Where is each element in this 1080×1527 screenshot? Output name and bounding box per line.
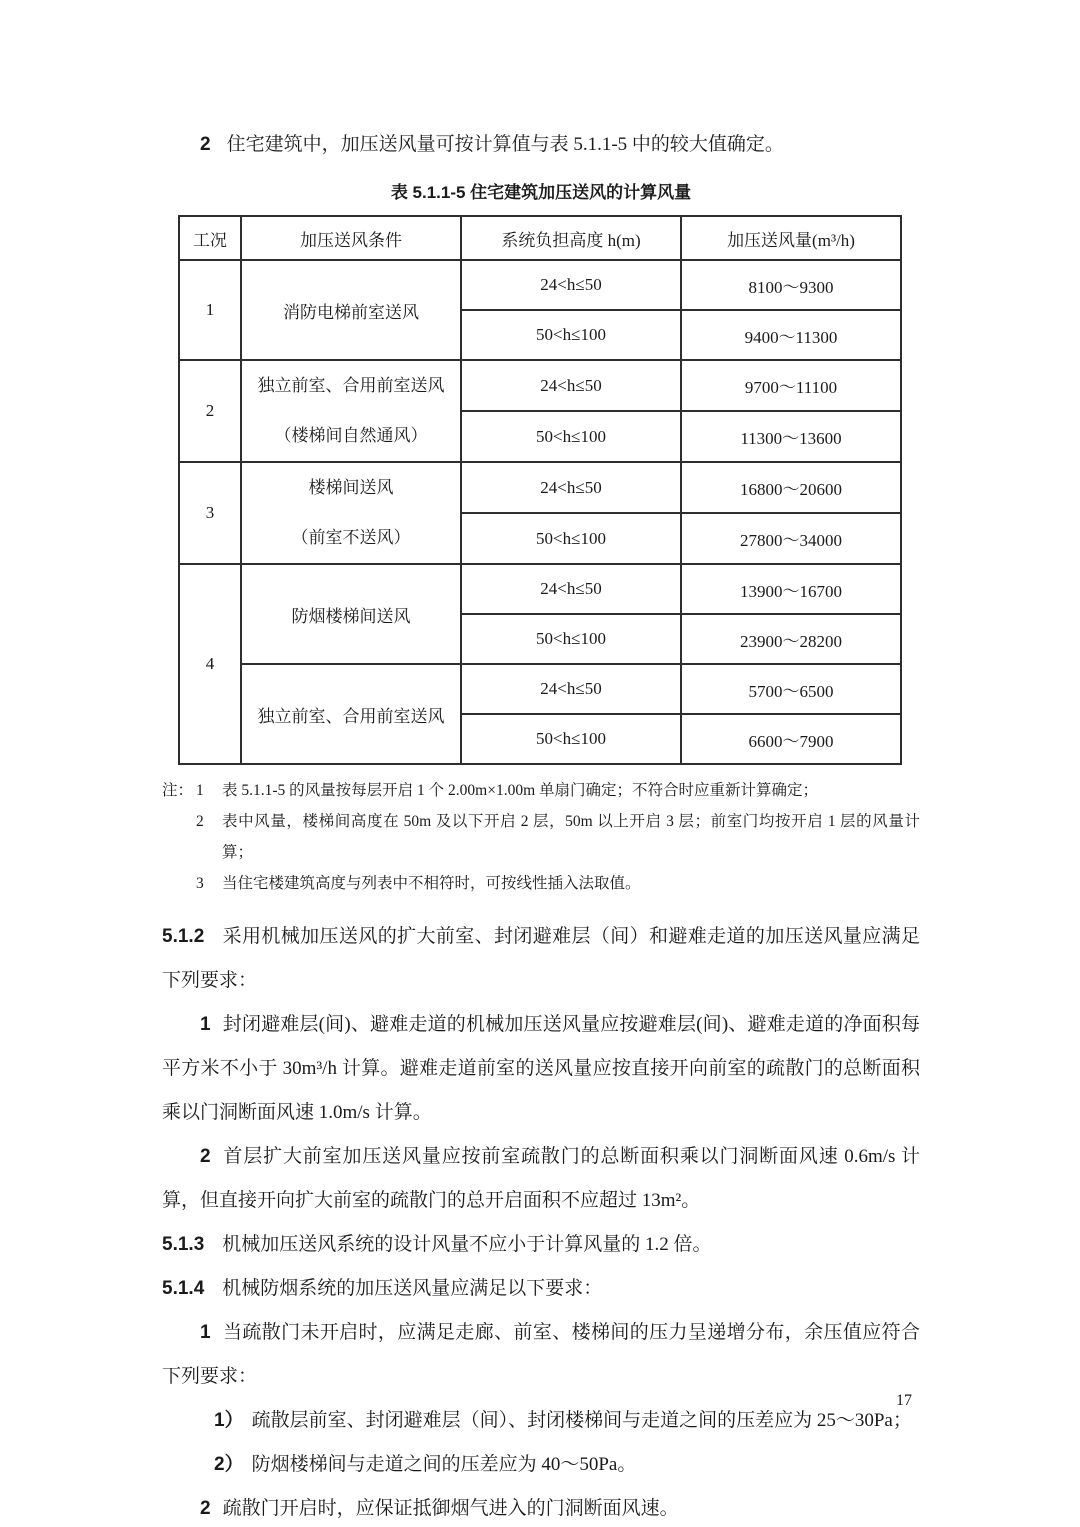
cell-volume: 8100～9300: [681, 260, 901, 310]
cell-condition: [241, 260, 461, 360]
section-number: 5.1.2: [162, 926, 205, 947]
note-item: [162, 868, 920, 899]
paragraph-5-1-2: [162, 915, 920, 1003]
intro-number: 2: [200, 134, 211, 155]
cell-height: 50<h≤100: [461, 411, 681, 462]
item-number: 1: [200, 1322, 211, 1343]
cell-condition: [241, 564, 461, 664]
paragraph-text: 机械加压送风系统的设计风量不应小于计算风量的 1.2 倍。: [222, 1234, 712, 1255]
note-number: 2: [196, 813, 204, 830]
pressurization-airflow-table: [178, 215, 902, 765]
header-volume: 加压送风量(m³/h): [681, 216, 901, 260]
cell-height: 24<h≤50: [461, 664, 681, 714]
cell-condition: [241, 462, 461, 564]
cell-height: 50<h≤100: [461, 310, 681, 360]
paragraph-text: 疏散门开启时，应保证抵御烟气进入的门洞断面风速。: [222, 1498, 679, 1519]
item-number: 2: [200, 1146, 211, 1167]
section-number: 5.1.4: [162, 1278, 205, 1299]
item-number: 2: [200, 1498, 211, 1519]
cell-condition: [241, 664, 461, 764]
table-row: [179, 360, 901, 411]
cell-case-3: 3: [179, 462, 241, 564]
note-text: 表中风量，楼梯间高度在 50m 及以下开启 2 层，50m 以上开启 3 层；前室门均按开启 1 层的风量计算；: [222, 813, 920, 861]
header-condition: 加压送风条件: [241, 216, 461, 260]
paragraph-text: 防烟楼梯间与走道之间的压差应为 40～50Pa。: [251, 1454, 637, 1475]
paragraph-text: 当疏散门未开启时，应满足走廊、前室、楼梯间的压力呈递增分布，余压值应符合下列要求：: [162, 1322, 920, 1387]
cell-height: 24<h≤50: [461, 462, 681, 513]
cell-height: 24<h≤50: [461, 260, 681, 310]
condition-line: （楼梯间自然通风）: [274, 426, 428, 445]
cell-volume: 9700～11100: [681, 360, 901, 411]
paragraph-text: 首层扩大前室加压送风量应按前室疏散门的总断面积乘以门洞断面风速 0.6m/s 计算，但直接开向扩大前室的疏散门的总开启面积不应超过 13m²。: [162, 1146, 920, 1211]
intro-paragraph: [162, 130, 920, 160]
condition-line: 消防电梯前室送风: [283, 302, 419, 322]
paragraph-5-1-2-item-1: [162, 1003, 920, 1135]
cell-volume: 5700～6500: [681, 664, 901, 714]
cell-volume: 9400～11300: [681, 310, 901, 360]
table-row: [179, 260, 901, 310]
paragraph-text: 疏散层前室、封闭避难层（间）、封闭楼梯间与走道之间的压差应为 25～30Pa；: [251, 1410, 912, 1431]
condition-line: （前室不送风）: [291, 528, 411, 547]
cell-volume: 11300～13600: [681, 411, 901, 462]
paragraph-5-1-4: [162, 1267, 920, 1311]
subitem-number: 1）: [214, 1410, 244, 1431]
condition-line: 防烟楼梯间送风: [291, 606, 411, 626]
table-row: [179, 564, 901, 614]
paragraph-5-1-2-item-2: [162, 1135, 920, 1223]
paragraph-5-1-4-subitem-2: [162, 1443, 920, 1487]
cell-height: 50<h≤100: [461, 614, 681, 664]
subitem-number: 2）: [214, 1454, 244, 1475]
table-row: [179, 462, 901, 513]
cell-volume: 23900～28200: [681, 614, 901, 664]
table-notes: [162, 775, 920, 899]
note-number: 1: [196, 782, 204, 799]
cell-height: 24<h≤50: [461, 360, 681, 411]
item-number: 1: [200, 1014, 211, 1035]
cell-volume: 13900～16700: [681, 564, 901, 614]
note-text: 表 5.1.1-5 的风量按每层开启 1 个 2.00m×1.00m 单扇门确定；不符合时应重新计算确定；: [222, 782, 819, 799]
intro-text: 住宅建筑中，加压送风量可按计算值与表 5.1.1-5 中的较大值确定。: [226, 134, 784, 155]
header-case: 工况: [179, 216, 241, 260]
note-label: 注：: [162, 782, 194, 799]
cell-case-1: 1: [179, 260, 241, 360]
paragraph-5-1-3: [162, 1223, 920, 1267]
cell-height: 50<h≤100: [461, 513, 681, 564]
cell-condition: [241, 360, 461, 462]
cell-volume: 16800～20600: [681, 462, 901, 513]
cell-height: 24<h≤50: [461, 564, 681, 614]
paragraph-text: 封闭避难层(间)、避难走道的机械加压送风量应按避难层(间)、避难走道的净面积每平方米不小于 30m³/h 计算。避难走道前室的送风量应按直接开向前室的疏散门的总断面积乘以门洞断面风速 1.0m/s 计算。: [162, 1014, 920, 1123]
cell-height: 50<h≤100: [461, 714, 681, 764]
paragraph-5-1-4-subitem-1: [162, 1399, 920, 1443]
condition-line: 独立前室、合用前室送风: [257, 376, 445, 395]
note-text: 当住宅楼建筑高度与列表中不相符时，可按线性插入法取值。: [222, 875, 641, 892]
table-row: [179, 664, 901, 714]
section-number: 5.1.3: [162, 1234, 205, 1255]
note-number: 3: [196, 875, 204, 892]
cell-case-2: 2: [179, 360, 241, 462]
cell-volume: 27800～34000: [681, 513, 901, 564]
table-title: 表 5.1.1-5 住宅建筑加压送风的计算风量: [390, 183, 692, 202]
cell-case-4: 4: [179, 564, 241, 764]
condition-line: 独立前室、合用前室送风: [257, 706, 445, 726]
paragraph-5-1-4-item-1: [162, 1311, 920, 1399]
condition-line: 楼梯间送风: [308, 478, 394, 497]
paragraph-5-1-4-item-2: [162, 1487, 920, 1527]
paragraph-text: 采用机械加压送风的扩大前室、封闭避难层（间）和避难走道的加压送风量应满足下列要求：: [162, 926, 920, 991]
body-text: [162, 915, 920, 1527]
cell-volume: 6600～7900: [681, 714, 901, 764]
table-header-row: [179, 216, 901, 260]
note-item: [162, 775, 920, 806]
header-height: 系统负担高度 h(m): [461, 216, 681, 260]
paragraph-text: 机械防烟系统的加压送风量应满足以下要求：: [222, 1278, 603, 1299]
note-item: [162, 806, 920, 868]
page-number: 17: [896, 1392, 912, 1409]
